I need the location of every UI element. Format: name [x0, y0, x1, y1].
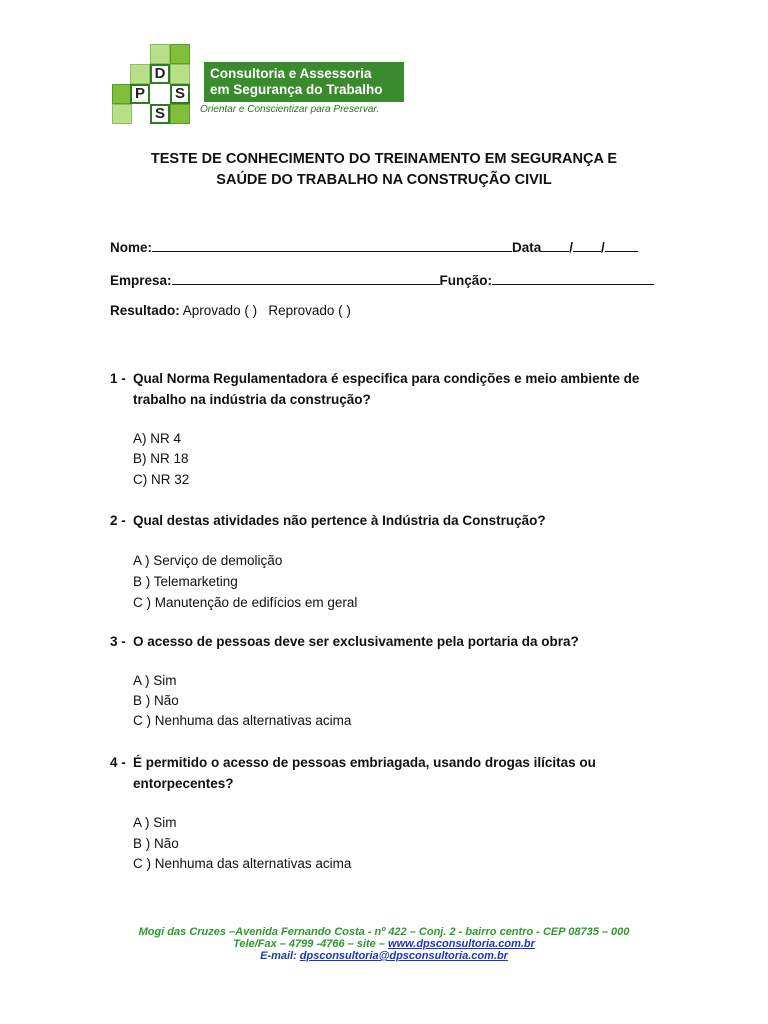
q2-option-b[interactable]: B ) Telemarketing — [133, 574, 238, 589]
approved-option[interactable]: Aprovado ( ) — [182, 303, 258, 318]
role-field[interactable] — [492, 272, 654, 285]
company-logo — [112, 44, 406, 124]
logo-letter-p: P — [130, 84, 150, 104]
date-separator: / — [569, 240, 574, 255]
company-field[interactable] — [172, 272, 440, 285]
logo-line2: em Segurança do Trabalho — [210, 82, 383, 97]
question-number: 3 - — [110, 634, 126, 649]
question-3 — [110, 631, 670, 652]
q3-option-b[interactable]: B ) Não — [133, 693, 179, 708]
name-date-row — [110, 239, 638, 255]
q4-option-a[interactable]: A ) Sim — [133, 815, 177, 830]
logo-cube — [170, 44, 190, 64]
footer-phone: Tele/Fax – 4799 -4766 – site – — [233, 938, 389, 950]
logo-letter-d: D — [150, 64, 170, 84]
logo-cube — [170, 104, 190, 124]
footer-email-label: E-mail: — [260, 950, 300, 962]
question-1 — [110, 368, 670, 410]
logo-cube — [150, 44, 170, 64]
q4-option-c[interactable]: C ) Nenhuma das alternativas acima — [133, 856, 352, 871]
company-label: Empresa: — [110, 273, 172, 288]
question-text: O acesso de pessoas deve ser exclusivamente pela portaria da obra? — [133, 634, 579, 649]
company-role-row — [110, 272, 654, 288]
date-year-field[interactable] — [605, 239, 638, 252]
question-number: 1 - — [110, 371, 126, 386]
role-label: Função: — [439, 273, 493, 288]
logo-line1: Consultoria e Assessoria — [210, 66, 372, 81]
name-label: Nome: — [110, 240, 153, 255]
q1-option-b[interactable]: B) NR 18 — [133, 451, 189, 466]
logo-letter-s: S — [170, 84, 190, 104]
footer-address: Mogi das Cruzes –Avenida Fernando Costa - nº 422 – Conj. 2 - bairro centro - CEP 08735 – 000 — [138, 926, 630, 938]
question-number: 2 - — [110, 513, 126, 528]
logo-letter-s2: S — [150, 104, 170, 124]
q2-option-c[interactable]: C ) Manutenção de edifícios em geral — [133, 595, 358, 610]
q3-option-c[interactable]: C ) Nenhuma das alternativas acima — [133, 713, 352, 728]
logo-cube — [170, 64, 190, 84]
question-text: É permitido o acesso de pessoas embriagada, usando drogas ilícitas ou entorpecentes? — [133, 755, 596, 791]
footer-email-link[interactable]: dpsconsultoria@dpsconsultoria.com.br — [299, 950, 508, 962]
date-separator: / — [601, 240, 605, 255]
logo-cube — [112, 84, 132, 104]
logo-tagline: Orientar e Conscientizar para Preservar. — [200, 104, 380, 115]
date-day-field[interactable] — [541, 239, 569, 252]
question-text: Qual destas atividades não pertence à Indústria da Construção? — [133, 513, 546, 528]
page-title-line2: SAÚDE DO TRABALHO NA CONSTRUÇÃO CIVIL — [216, 172, 552, 188]
q4-option-b[interactable]: B ) Não — [133, 836, 179, 851]
q2-option-a[interactable]: A ) Serviço de demolição — [133, 553, 283, 568]
date-month-field[interactable] — [573, 239, 601, 252]
q1-option-c[interactable]: C) NR 32 — [133, 472, 190, 487]
result-label: Resultado: — [110, 303, 180, 318]
footer-site-link[interactable]: www.dpsconsultoria.com.br — [388, 938, 535, 950]
q3-option-a[interactable]: A ) Sim — [133, 673, 177, 688]
question-text: Qual Norma Regulamentadora é especifica para condições e meio ambiente de trabalho na indústria da construção? — [133, 371, 640, 407]
result-row — [110, 303, 351, 318]
q1-option-a[interactable]: A) NR 4 — [133, 431, 182, 446]
question-number: 4 - — [110, 755, 126, 770]
logo-cube — [112, 104, 132, 124]
date-label: Data — [512, 240, 542, 255]
footer-email-row — [0, 950, 768, 963]
question-2 — [110, 510, 670, 531]
question-4 — [110, 752, 670, 794]
logo-cube — [130, 64, 150, 84]
failed-option[interactable]: Reprovado ( ) — [268, 303, 351, 318]
name-field[interactable] — [152, 239, 512, 252]
page-title-line1: TESTE DE CONHECIMENTO DO TREINAMENTO EM SEGURANÇA E — [150, 151, 618, 167]
